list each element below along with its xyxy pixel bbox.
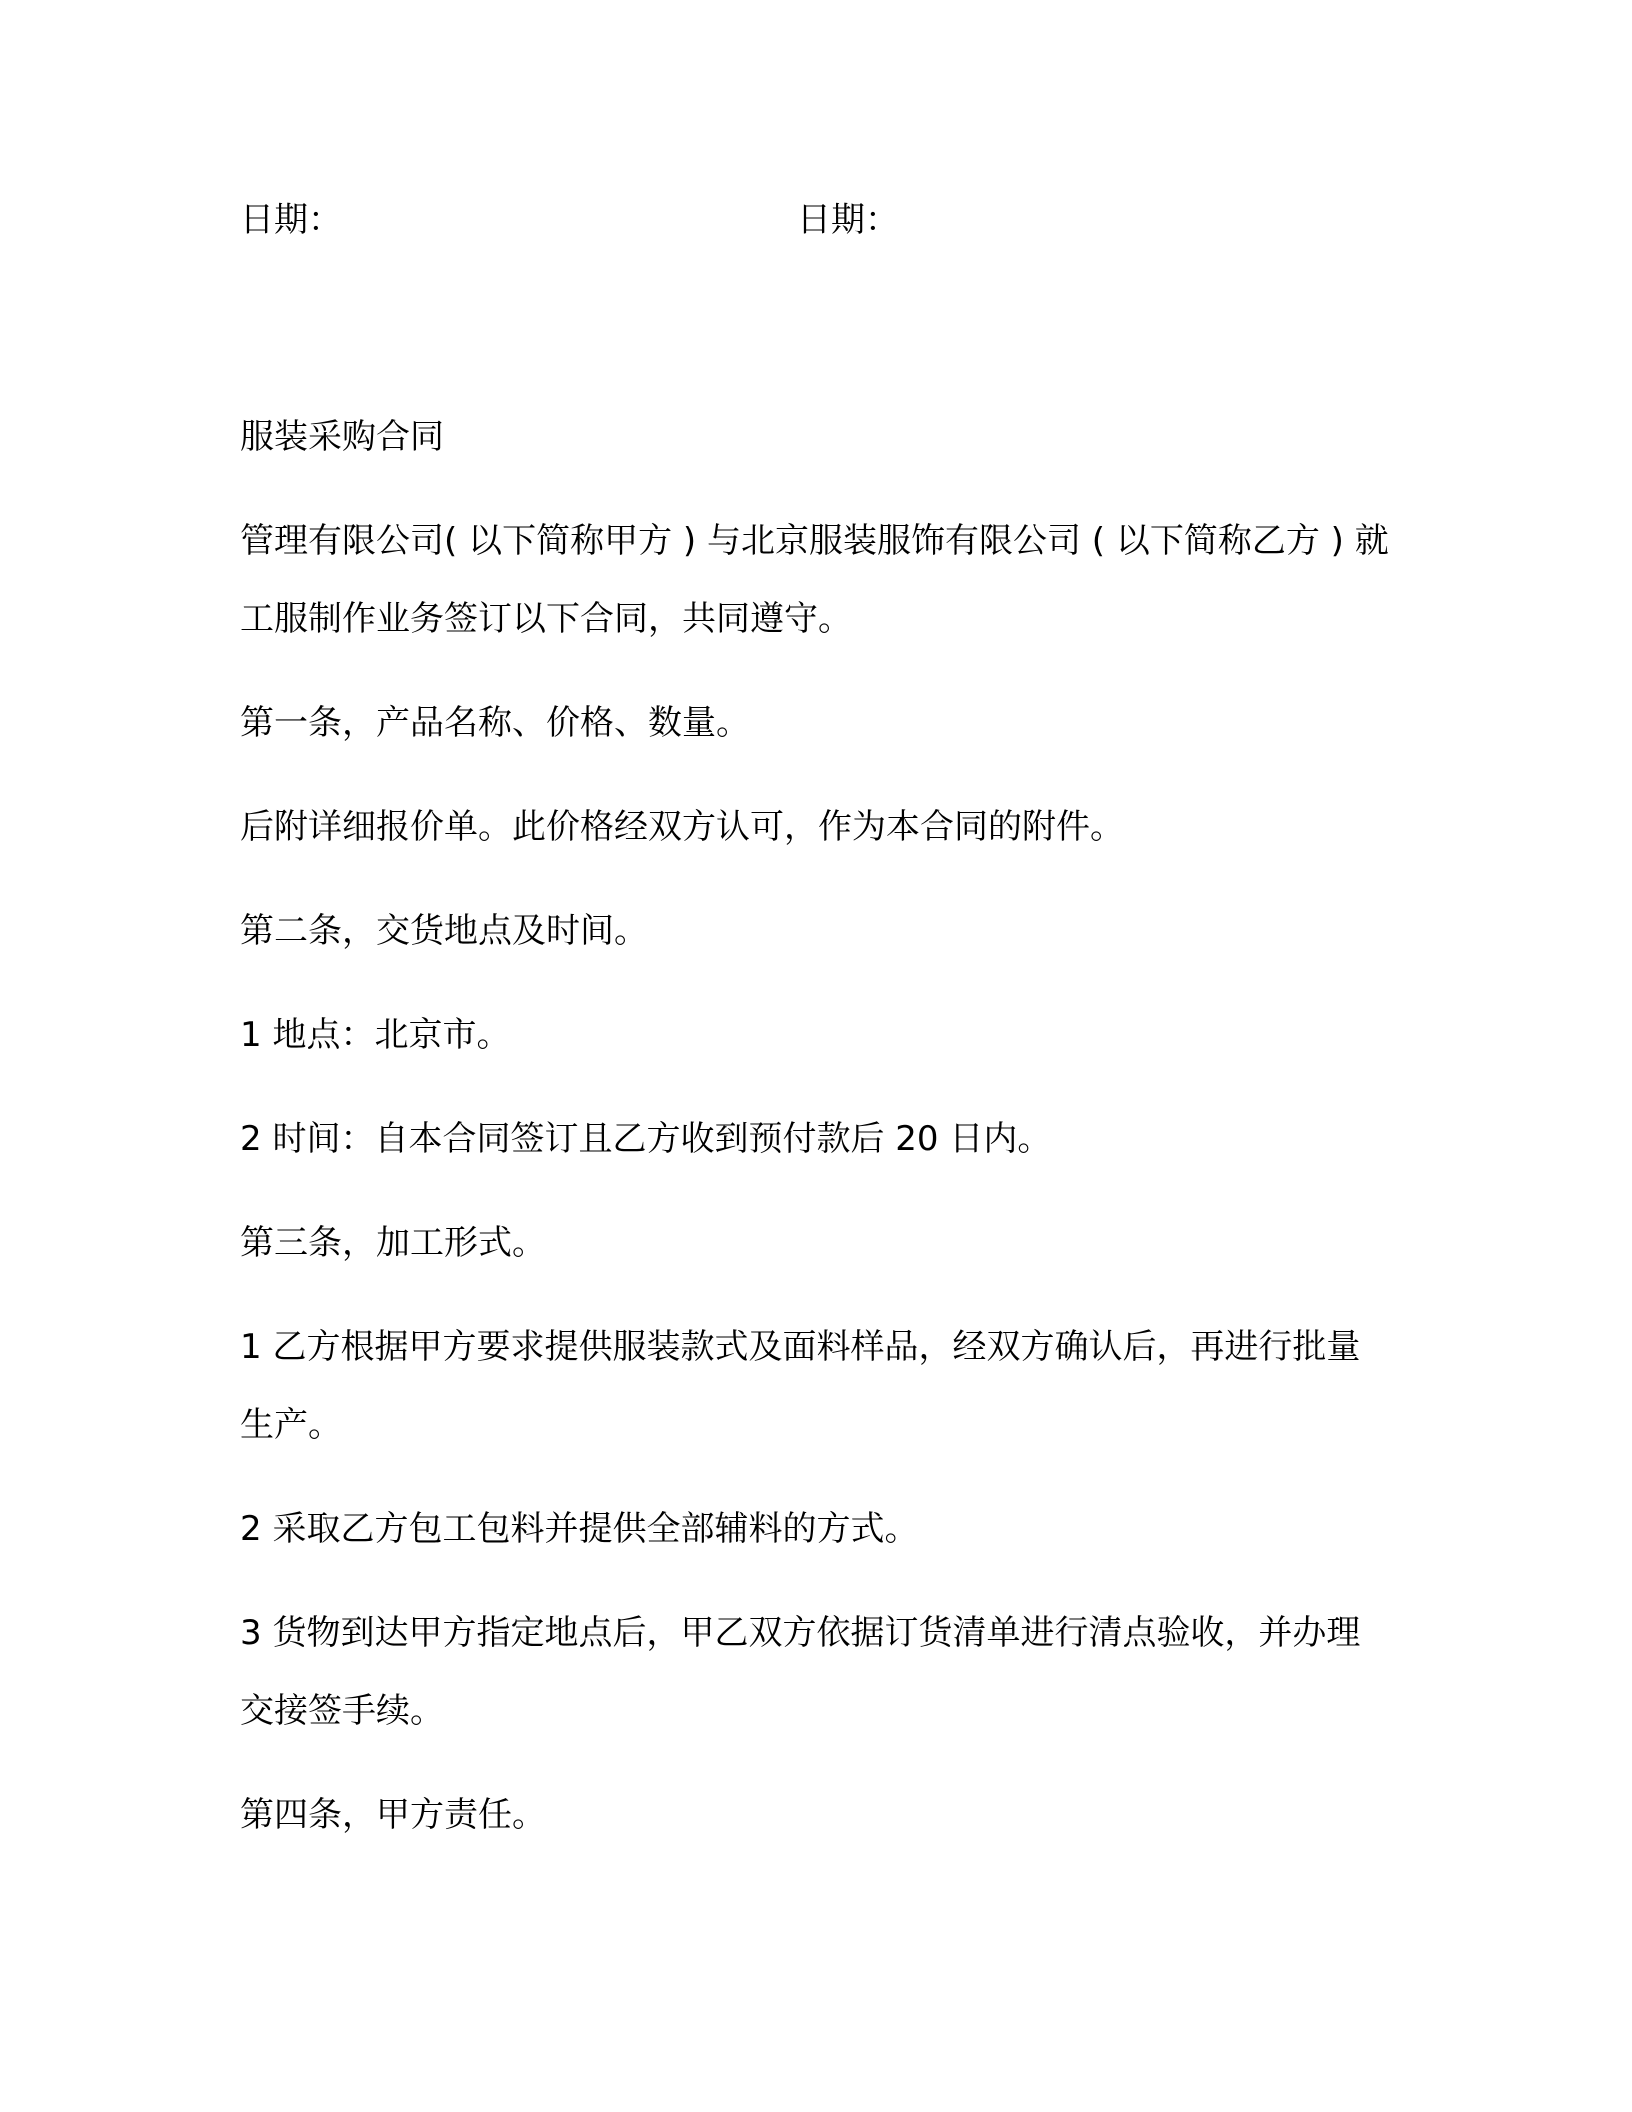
paragraph-article-3-item-1: 1 乙方根据甲方要求提供服装款式及面料样品，经双方确认后，再进行批量生产。 xyxy=(240,1327,1361,1445)
paragraph-article-2-item-2: 2 时间：自本合同签订且乙方收到预付款后 20 日内。 xyxy=(240,1119,1052,1159)
paragraph-article-3-item-3: 3 货物到达甲方指定地点后，甲乙双方依据订货清单进行清点验收，并办理交接签手续。 xyxy=(240,1613,1361,1731)
paragraph-article-2-heading: 第二条，交货地点及时间。 xyxy=(240,911,648,951)
date-label-party-b: 日期： xyxy=(797,200,899,240)
paragraph-article-3-item-2: 2 采取乙方包工包料并提供全部辅料的方式。 xyxy=(240,1509,919,1549)
contract-title: 服装采购合同 xyxy=(240,417,444,457)
paragraph-article-3-heading: 第三条，加工形式。 xyxy=(240,1223,546,1263)
paragraph-article-1-heading: 第一条，产品名称、价格、数量。 xyxy=(240,703,750,743)
paragraph-intro: 管理有限公司( 以下简称甲方 ) 与北京服装服饰有限公司 ( 以下简称乙方 ) 就工服制作业务签订以下合同，共同遵守。 xyxy=(240,521,1389,639)
date-label-party-a: 日期： xyxy=(240,200,342,240)
paragraph-article-2-item-1: 1 地点：北京市。 xyxy=(240,1015,511,1055)
signature-date-row xyxy=(240,195,1440,245)
paragraph-article-4-heading: 第四条，甲方责任。 xyxy=(240,1795,546,1835)
paragraph-article-1-text: 后附详细报价单。此价格经双方认可，作为本合同的附件。 xyxy=(240,807,1124,847)
contract-body xyxy=(240,398,1390,1880)
